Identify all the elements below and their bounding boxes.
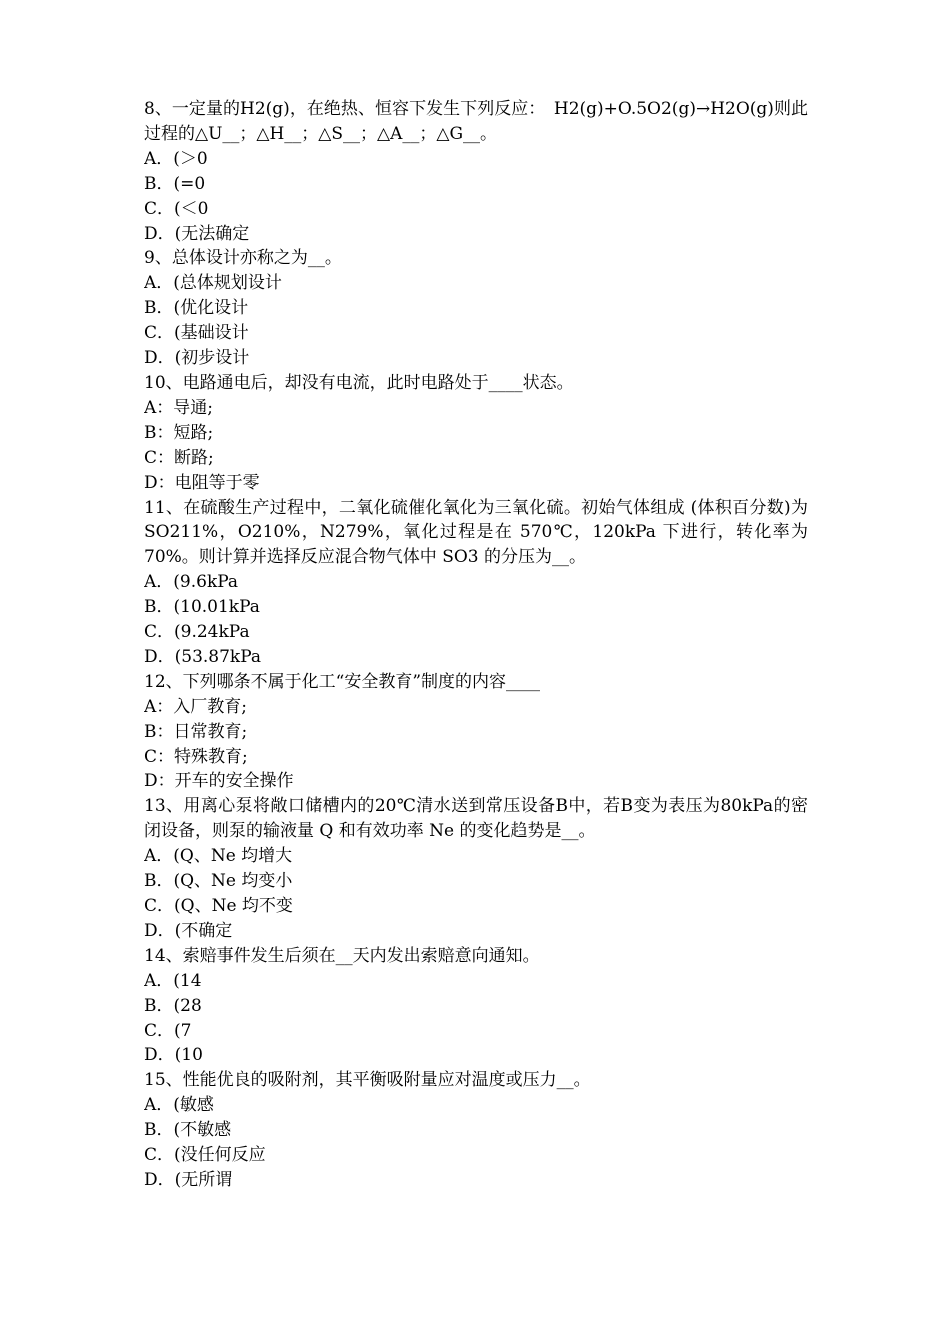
question-stem: 13、用离心泵将敞口储槽内的20℃清水送到常压设备B中，若B变为表压为80kPa的密闭设备，则泵的输液量 Q 和有效功率 Ne 的变化趋势是__。 xyxy=(144,796,808,842)
option-b: B．(10.01kPa xyxy=(144,597,260,618)
option-d: D：电阻等于零 xyxy=(144,472,260,493)
option-b: B：短路; xyxy=(144,422,214,443)
option-a: A．(Q、Ne 均增大 xyxy=(144,846,293,867)
option-c: C：特殊教育; xyxy=(144,746,248,767)
question-stem: 11、在硫酸生产过程中，二氧化硫催化氧化为三氧化硫。初始气体组成 (体积百分数)为 SO211%，O210%，N279%，氧化过程是在 570℃，120kPa 下进行，转化率为 70%。则计算并选择反应混合物气体中 SO3 的分压为__。 xyxy=(144,497,808,568)
option-a: A．(总体规划设计 xyxy=(144,273,282,294)
option-b: B．(不敏感 xyxy=(144,1120,232,1141)
question-8 xyxy=(144,97,808,246)
question-11 xyxy=(144,496,808,670)
document-page xyxy=(144,97,808,1193)
option-d: D．(53.87kPa xyxy=(144,646,262,667)
option-d: D．(不确定 xyxy=(144,920,233,941)
question-stem: 12、下列哪条不属于化工“安全教育”制度的内容____ xyxy=(144,671,541,692)
option-c: C．(9.24kPa xyxy=(144,622,250,643)
option-d: D．(初步设计 xyxy=(144,348,250,369)
question-14 xyxy=(144,944,808,1069)
option-c: C．(基础设计 xyxy=(144,323,249,344)
option-b: B．(28 xyxy=(144,995,202,1016)
question-10 xyxy=(144,371,808,496)
option-c: C．(没任何反应 xyxy=(144,1145,266,1166)
option-c: C：断路; xyxy=(144,447,214,468)
option-a: A：导通; xyxy=(144,397,214,418)
question-stem: 9、总体设计亦称之为__。 xyxy=(144,248,342,269)
option-b: B．(=0 xyxy=(144,173,206,194)
option-d: D．(无法确定 xyxy=(144,223,250,244)
option-d: D．(10 xyxy=(144,1045,203,1066)
option-a: A：入厂教育; xyxy=(144,696,248,717)
option-a: A．(9.6kPa xyxy=(144,572,239,593)
question-13 xyxy=(144,794,808,943)
question-stem: 15、性能优良的吸附剂，其平衡吸附量应对温度或压力__。 xyxy=(144,1070,591,1091)
question-stem: 14、索赔事件发生后须在__天内发出索赔意向通知。 xyxy=(144,945,540,966)
question-9 xyxy=(144,246,808,371)
question-stem: 10、电路通电后，却没有电流，此时电路处于____状态。 xyxy=(144,372,574,393)
option-c: C．(＜0 xyxy=(144,198,209,219)
option-c: C．(7 xyxy=(144,1020,192,1041)
question-12 xyxy=(144,670,808,795)
question-15 xyxy=(144,1068,808,1193)
option-d: D：开车的安全操作 xyxy=(144,771,294,792)
option-a: A．(＞0 xyxy=(144,148,208,169)
option-d: D．(无所谓 xyxy=(144,1169,233,1190)
option-a: A．(敏感 xyxy=(144,1095,214,1116)
option-c: C．(Q、Ne 均不变 xyxy=(144,896,293,916)
option-b: B．(Q、Ne 均变小 xyxy=(144,871,293,892)
option-b: B：日常教育; xyxy=(144,721,248,742)
option-a: A．(14 xyxy=(144,970,202,991)
option-b: B．(优化设计 xyxy=(144,298,249,319)
question-stem: 8、一定量的H2(g)，在绝热、恒容下发生下列反应： H2(g)+O.5O2(g)→H2O(g)则此过程的△U__；△H__；△S__；△A__；△G__。 xyxy=(144,99,808,144)
